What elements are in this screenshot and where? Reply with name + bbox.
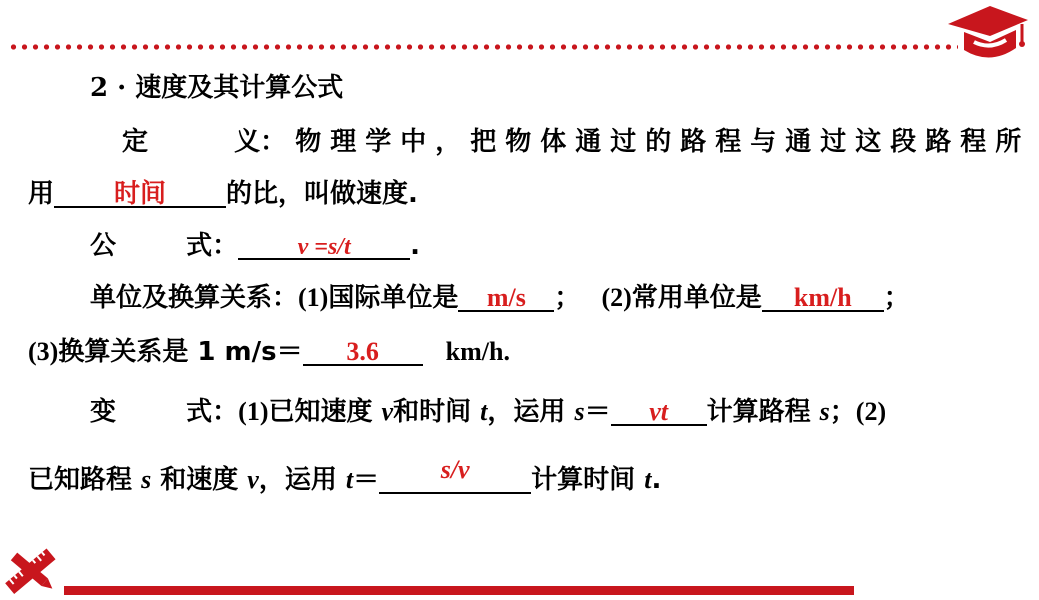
variants-label-a: 变: [90, 397, 117, 427]
variants-p2-eq: ＝: [353, 465, 380, 495]
units-line-1: [90, 282, 910, 314]
definition-answer: 时间: [114, 179, 167, 209]
definition-line-1: [122, 126, 1030, 158]
definition-label-a: 定: [122, 127, 149, 157]
formula-line: [90, 230, 420, 262]
units-line-2: [28, 336, 510, 368]
variants-line-2: [28, 455, 662, 496]
variants-p2-answer: s/v: [440, 455, 470, 484]
units-p1-text: 国际单位是: [328, 283, 459, 313]
units-p2-answer: km/h: [793, 283, 852, 312]
units-p3-blank: [303, 336, 423, 366]
units-p2-num: (2): [601, 283, 632, 312]
formula-post: .: [410, 231, 421, 261]
pencil-ruler-icon: [2, 546, 60, 598]
variants-p2-c: ，运用: [258, 465, 346, 495]
bottom-divider-bar: [64, 586, 854, 595]
variants-p1-answer: vt: [649, 397, 668, 426]
units-p1-answer: m/s: [486, 283, 526, 312]
variants-s: s: [574, 397, 585, 426]
variants-p1-e: ；: [829, 397, 856, 427]
units-p3-text: 换算关系是 1 m/s＝: [58, 337, 303, 367]
units-p2-sep: ；: [883, 283, 910, 313]
variants-p2-v: v: [247, 465, 259, 494]
definition-blank: [54, 178, 226, 208]
section-heading: [90, 72, 343, 104]
units-p3-num: (3): [28, 337, 59, 366]
units-p2-blank: [762, 282, 884, 312]
formula-label-a: 公: [90, 231, 117, 261]
variants-label-b: 式：: [186, 397, 239, 427]
variants-p1-b: 和时间: [393, 397, 481, 427]
formula-blank: [238, 230, 410, 260]
definition-text-1: 物理学中，把物体通过的路程与通过这段路程所: [295, 127, 1031, 157]
variants-eq: ＝: [584, 397, 611, 427]
units-p1-sep: ；: [554, 283, 581, 313]
variants-p2-num: (2): [855, 397, 887, 426]
variants-p1-a: 已知速度: [268, 397, 382, 427]
variants-p1-blank: [611, 396, 707, 426]
variants-p1-num: (1): [238, 397, 269, 426]
heading-dot: ·: [117, 73, 127, 103]
variants-t: t: [480, 397, 488, 426]
variants-p2-a: 已知路程: [28, 465, 142, 495]
definition-line-2: [28, 178, 418, 210]
units-p3-post: km/h.: [445, 337, 510, 366]
heading-number: 2: [90, 73, 109, 103]
units-p1-blank: [458, 282, 554, 312]
variants-p2-t-end: t: [644, 465, 652, 494]
variants-p2-end: .: [651, 465, 662, 495]
heading-title: 速度及其计算公式: [135, 73, 344, 103]
graduation-cap-icon: [944, 2, 1030, 66]
variants-s-end: s: [819, 397, 830, 426]
definition-text-post: 的比，叫做速度.: [226, 179, 418, 209]
variants-p2-d: 计算时间: [531, 465, 645, 495]
units-p3-answer: 3.6: [346, 337, 379, 366]
variants-line-1: [90, 396, 886, 428]
variants-v: v: [381, 397, 394, 426]
variants-p1-c: ，运用: [487, 397, 575, 427]
formula-answer: v =s/t: [297, 234, 351, 260]
units-p2-text: 常用单位是: [631, 283, 762, 313]
units-label: 单位及换算关系：: [90, 283, 299, 313]
definition-text-pre: 用: [28, 179, 55, 209]
units-p1-num: (1): [298, 283, 329, 312]
variants-p2-blank: [379, 455, 531, 494]
definition-label-b: 义：: [234, 127, 287, 157]
variants-p2-t: t: [345, 465, 354, 494]
dotted-divider: [8, 44, 958, 50]
variants-p2-b: 和速度: [151, 465, 248, 495]
formula-label-b: 式：: [186, 231, 239, 261]
variants-p1-d: 计算路程: [706, 397, 820, 427]
variants-p2-s: s: [141, 465, 152, 494]
